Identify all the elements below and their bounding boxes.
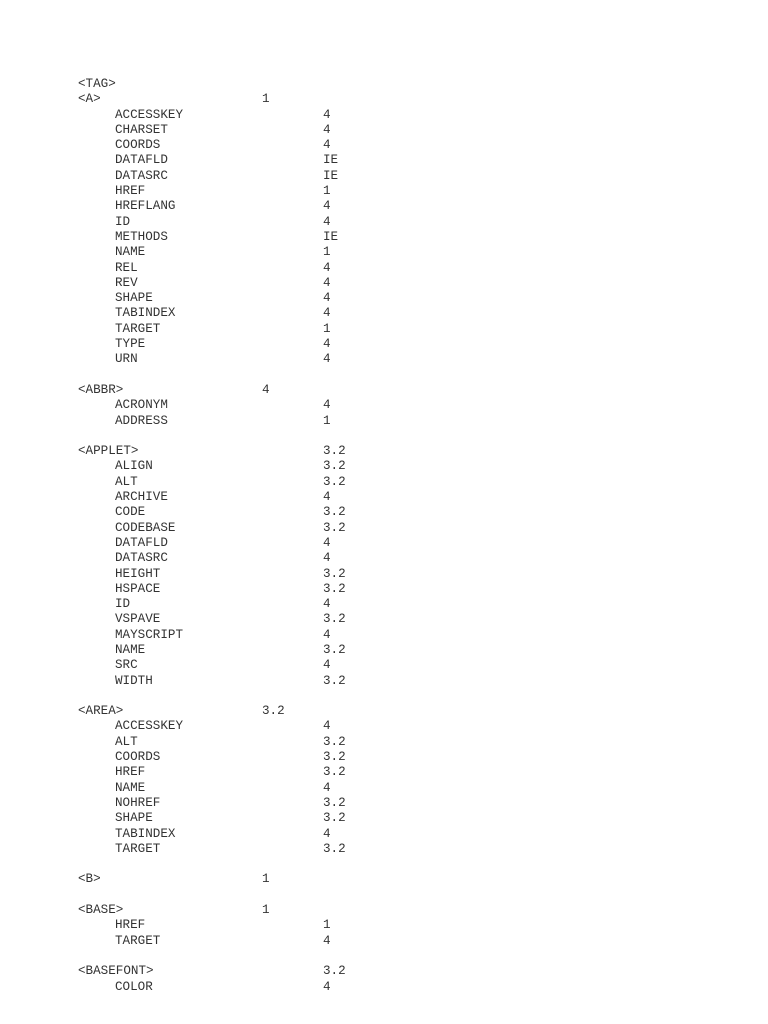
- attribute-name: ACRONYM: [115, 398, 168, 413]
- attribute-row: [78, 735, 718, 750]
- tag-line: [78, 964, 718, 979]
- tag-line: [78, 903, 718, 918]
- attribute-name: ACCESSKEY: [115, 719, 184, 734]
- attribute-version: 4: [323, 627, 331, 642]
- tag-section: [78, 903, 718, 949]
- section-gap: [78, 368, 718, 383]
- attribute-version: 4: [323, 551, 331, 566]
- attribute-row: [78, 582, 718, 597]
- attribute-row: [78, 796, 718, 811]
- attribute-version: 3.2: [323, 765, 346, 780]
- attribute-name: ALT: [115, 474, 138, 489]
- attribute-version: 3.2: [323, 474, 346, 489]
- tag-name: <BASE>: [78, 903, 124, 918]
- attribute-row: [78, 138, 718, 153]
- attribute-version: 4: [323, 780, 331, 795]
- attribute-name: COLOR: [115, 979, 153, 994]
- attribute-version: 4: [323, 979, 331, 994]
- attribute-name: CODEBASE: [115, 520, 176, 535]
- attribute-row: [78, 261, 718, 276]
- attribute-name: TABINDEX: [115, 306, 176, 321]
- attribute-row: [78, 245, 718, 260]
- attribute-version: 1: [323, 184, 331, 199]
- section-gap: [78, 429, 718, 444]
- attribute-row: [78, 781, 718, 796]
- attribute-row: [78, 184, 718, 199]
- tag-line: [78, 444, 718, 459]
- attribute-row: [78, 934, 718, 949]
- attribute-name: TARGET: [115, 321, 161, 336]
- attribute-version: 4: [323, 122, 331, 137]
- attribute-row: [78, 153, 718, 168]
- attribute-row: [78, 719, 718, 734]
- attribute-name: MAYSCRIPT: [115, 627, 184, 642]
- attribute-name: SRC: [115, 658, 138, 673]
- attribute-row: [78, 475, 718, 490]
- attribute-version: IE: [323, 229, 339, 244]
- tag-version-right: 3.2: [323, 444, 346, 459]
- attribute-row: [78, 597, 718, 612]
- attribute-name: ALIGN: [115, 459, 153, 474]
- attribute-name: REL: [115, 260, 138, 275]
- attribute-version: 4: [323, 352, 331, 367]
- tag-name: <AREA>: [78, 704, 124, 719]
- attribute-version: 4: [323, 658, 331, 673]
- tag-name: <ABBR>: [78, 382, 124, 397]
- attribute-row: [78, 551, 718, 566]
- attribute-name: WIDTH: [115, 673, 153, 688]
- header-line: [78, 77, 718, 92]
- attribute-name: HSPACE: [115, 581, 161, 596]
- attribute-name: VSPAVE: [115, 612, 161, 627]
- section-gap: [78, 857, 718, 872]
- attribute-row: [78, 337, 718, 352]
- attribute-row: [78, 980, 718, 995]
- tag-section: [78, 383, 718, 429]
- attribute-version: 4: [323, 214, 331, 229]
- attribute-name: COORDS: [115, 750, 161, 765]
- attribute-version: 3.2: [323, 811, 346, 826]
- attribute-version: 1: [323, 245, 331, 260]
- attribute-name: TYPE: [115, 337, 146, 352]
- attribute-version: 4: [323, 306, 331, 321]
- section-gap: [78, 888, 718, 903]
- attribute-name: ADDRESS: [115, 413, 168, 428]
- attribute-name: DATAFLD: [115, 535, 168, 550]
- tag-section: [78, 872, 718, 887]
- tag-line: [78, 92, 718, 107]
- attribute-row: [78, 230, 718, 245]
- attribute-row: [78, 322, 718, 337]
- attribute-row: [78, 827, 718, 842]
- attribute-row: [78, 352, 718, 367]
- attribute-name: ALT: [115, 734, 138, 749]
- attribute-name: CODE: [115, 505, 146, 520]
- attribute-name: ACCESSKEY: [115, 107, 184, 122]
- attribute-row: [78, 169, 718, 184]
- attribute-name: SHAPE: [115, 811, 153, 826]
- attribute-version: 4: [323, 490, 331, 505]
- attribute-row: [78, 123, 718, 138]
- tag-version: 4: [262, 382, 270, 397]
- attribute-version: 3.2: [323, 459, 346, 474]
- attribute-name: HREF: [115, 184, 146, 199]
- tag-section: [78, 704, 718, 857]
- tag-version: 1: [262, 872, 270, 887]
- attribute-name: REV: [115, 275, 138, 290]
- attribute-version: 4: [323, 933, 331, 948]
- attribute-version: 3.2: [323, 566, 346, 581]
- attribute-row: [78, 842, 718, 857]
- attribute-name: SHAPE: [115, 291, 153, 306]
- header-label: <TAG>: [78, 77, 116, 91]
- attribute-version: 4: [323, 260, 331, 275]
- attribute-name: NAME: [115, 245, 146, 260]
- attribute-version: 4: [323, 337, 331, 352]
- attribute-row: [78, 505, 718, 520]
- tag-name: <BASEFONT>: [78, 964, 154, 979]
- attribute-row: [78, 811, 718, 826]
- tag-line: [78, 872, 718, 887]
- attribute-version: 3.2: [323, 750, 346, 765]
- attribute-name: METHODS: [115, 229, 168, 244]
- attribute-name: NAME: [115, 642, 146, 657]
- tag-version: 1: [262, 92, 270, 107]
- attribute-row: [78, 276, 718, 291]
- tag-sections: [78, 92, 718, 995]
- attribute-name: ID: [115, 214, 131, 229]
- tag-name: <B>: [78, 872, 101, 887]
- attribute-version: 3.2: [323, 520, 346, 535]
- tag-version: 1: [262, 903, 270, 918]
- attribute-row: [78, 750, 718, 765]
- attribute-row: [78, 628, 718, 643]
- attribute-version: 4: [323, 199, 331, 214]
- attribute-name: TARGET: [115, 933, 161, 948]
- attribute-version: 1: [323, 321, 331, 336]
- attribute-version: IE: [323, 153, 339, 168]
- attribute-version: 4: [323, 826, 331, 841]
- attribute-row: [78, 536, 718, 551]
- attribute-name: DATASRC: [115, 168, 168, 183]
- attribute-row: [78, 108, 718, 123]
- attribute-row: [78, 199, 718, 214]
- tag-section: [78, 92, 718, 367]
- attribute-row: [78, 765, 718, 780]
- attribute-version: 3.2: [323, 841, 346, 856]
- attribute-version: 1: [323, 413, 331, 428]
- tag-name: <A>: [78, 92, 101, 107]
- attribute-name: TARGET: [115, 841, 161, 856]
- attribute-row: [78, 674, 718, 689]
- attribute-row: [78, 643, 718, 658]
- attribute-version: 3.2: [323, 642, 346, 657]
- attribute-version: 4: [323, 398, 331, 413]
- attribute-version: 3.2: [323, 734, 346, 749]
- tag-line: [78, 383, 718, 398]
- attribute-row: [78, 918, 718, 933]
- attribute-name: NOHREF: [115, 795, 161, 810]
- attribute-row: [78, 459, 718, 474]
- attribute-name: DATAFLD: [115, 153, 168, 168]
- tag-line: [78, 704, 718, 719]
- attribute-name: HREFLANG: [115, 199, 176, 214]
- attribute-name: ID: [115, 597, 131, 612]
- attribute-version: 1: [323, 918, 331, 933]
- attribute-name: NAME: [115, 780, 146, 795]
- attribute-row: [78, 490, 718, 505]
- attribute-name: HREF: [115, 918, 146, 933]
- tag-reference-document: [78, 77, 718, 995]
- attribute-name: COORDS: [115, 138, 161, 153]
- attribute-name: ARCHIVE: [115, 490, 168, 505]
- attribute-version: 3.2: [323, 795, 346, 810]
- tag-section: [78, 964, 718, 995]
- attribute-version: IE: [323, 168, 339, 183]
- attribute-version: 3.2: [323, 505, 346, 520]
- attribute-version: 3.2: [323, 612, 346, 627]
- tag-section: [78, 444, 718, 689]
- tag-version-right: 3.2: [323, 964, 346, 979]
- attribute-row: [78, 215, 718, 230]
- attribute-row: [78, 612, 718, 627]
- attribute-row: [78, 414, 718, 429]
- attribute-row: [78, 398, 718, 413]
- section-gap: [78, 689, 718, 704]
- attribute-row: [78, 658, 718, 673]
- attribute-row: [78, 567, 718, 582]
- attribute-name: URN: [115, 352, 138, 367]
- attribute-row: [78, 521, 718, 536]
- attribute-version: 4: [323, 597, 331, 612]
- tag-name: <APPLET>: [78, 444, 139, 459]
- attribute-row: [78, 306, 718, 321]
- tag-version: 3.2: [262, 704, 285, 719]
- attribute-version: 4: [323, 107, 331, 122]
- attribute-version: 4: [323, 275, 331, 290]
- attribute-version: 3.2: [323, 673, 346, 688]
- section-gap: [78, 949, 718, 964]
- attribute-version: 4: [323, 138, 331, 153]
- attribute-version: 3.2: [323, 581, 346, 596]
- attribute-name: HREF: [115, 765, 146, 780]
- attribute-version: 4: [323, 719, 331, 734]
- attribute-version: 4: [323, 291, 331, 306]
- attribute-row: [78, 291, 718, 306]
- attribute-name: HEIGHT: [115, 566, 161, 581]
- attribute-version: 4: [323, 535, 331, 550]
- attribute-name: DATASRC: [115, 551, 168, 566]
- attribute-name: CHARSET: [115, 122, 168, 137]
- attribute-name: TABINDEX: [115, 826, 176, 841]
